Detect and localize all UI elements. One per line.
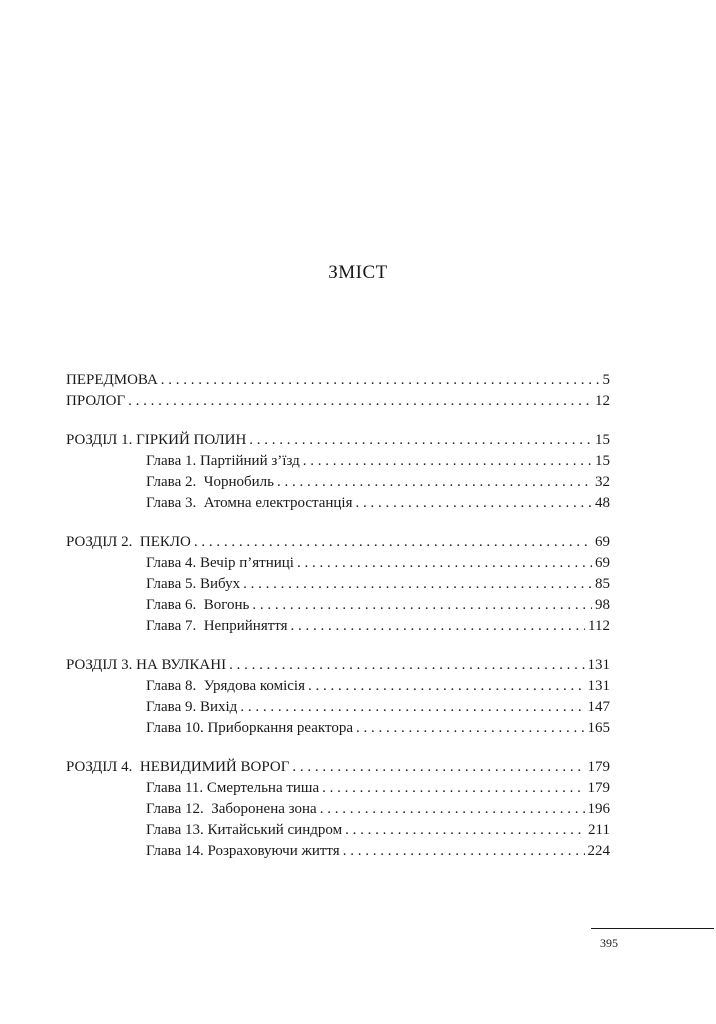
toc-entry-page: 32 (595, 474, 610, 490)
toc-entry-title: РОЗДІЛ 2. ПЕКЛО (66, 534, 191, 550)
toc-chapter-9 (66, 697, 610, 718)
toc-section-4 (66, 757, 610, 778)
leader-dots (345, 820, 585, 841)
toc-chapter-7 (66, 616, 610, 637)
toc-chapter-1 (66, 451, 610, 472)
toc-entry-title: Глава 2. Чорнобиль (146, 474, 274, 490)
toc-chapter-3 (66, 493, 610, 514)
leader-dots (161, 370, 600, 391)
leader-dots (291, 616, 586, 637)
leader-dots (297, 553, 592, 574)
toc-entry-title: Глава 1. Партійний з’їзд (146, 453, 300, 469)
toc-chapter-4 (66, 553, 610, 574)
toc-entry-page: 15 (595, 453, 610, 469)
toc-chapter-5 (66, 574, 610, 595)
toc-section-3 (66, 655, 610, 676)
leader-dots (320, 799, 585, 820)
toc-entry-page: 69 (595, 555, 610, 571)
toc-entry-page: 112 (588, 618, 610, 634)
toc-entry-page: 12 (595, 393, 610, 409)
toc-section-2 (66, 532, 610, 553)
toc-entry-title: Глава 3. Атомна електростанція (146, 495, 353, 511)
toc-chapter-10 (66, 718, 610, 739)
toc-entry-title: Глава 13. Китайський синдром (146, 822, 343, 838)
toc-entry-title: РОЗДІЛ 4. НЕВИДИМИЙ ВОРОГ (66, 759, 290, 775)
toc-entry-title: Глава 4. Вечір п’ятниці (146, 555, 294, 571)
toc-chapter-13 (66, 820, 610, 841)
toc-entry-page: 85 (595, 576, 610, 592)
toc-entry-title: РОЗДІЛ 1. ГІРКИЙ ПОЛИН (66, 432, 247, 448)
toc-entry-page: 165 (587, 720, 610, 736)
leader-dots (249, 430, 592, 451)
toc-entry-page: 131 (587, 657, 610, 673)
toc-entry-page: 15 (595, 432, 610, 448)
toc-entry-title: Глава 9. Вихід (146, 699, 238, 715)
toc-entry-page: 98 (595, 597, 610, 613)
table-of-contents (66, 370, 610, 862)
toc-entry-page: 131 (587, 678, 610, 694)
toc-entry-title: Глава 14. Розраховуючи життя (146, 843, 340, 859)
toc-entry-title: Глава 11. Смертельна тиша (146, 780, 320, 796)
toc-entry-page: 48 (595, 495, 610, 511)
toc-entry-foreword (66, 370, 610, 391)
leader-dots (303, 451, 592, 472)
footer-rule (591, 928, 714, 929)
toc-entry-title: Глава 10. Приборкання реактора (146, 720, 353, 736)
toc-entry-page: 196 (587, 801, 610, 817)
leader-dots (322, 778, 584, 799)
toc-entry-title: Глава 12. Заборонена зона (146, 801, 317, 817)
leader-dots (277, 472, 592, 493)
leader-dots (356, 718, 585, 739)
leader-dots (240, 697, 584, 718)
toc-chapter-8 (66, 676, 610, 697)
leader-dots (194, 532, 592, 553)
leader-dots (243, 574, 592, 595)
toc-chapter-2 (66, 472, 610, 493)
toc-chapter-11 (66, 778, 610, 799)
toc-entry-page: 179 (587, 780, 610, 796)
page-title: ЗМІСТ (328, 262, 388, 283)
leader-dots (128, 391, 592, 412)
toc-entry-page: 147 (587, 699, 610, 715)
toc-chapter-12 (66, 799, 610, 820)
leader-dots (308, 676, 585, 697)
toc-entry-title: Глава 8. Урядова комісія (146, 678, 305, 694)
leader-dots (292, 757, 584, 778)
toc-entry-page: 69 (595, 534, 610, 550)
toc-chapter-6 (66, 595, 610, 616)
toc-entry-title: ПЕРЕДМОВА (66, 372, 158, 388)
toc-entry-title: Глава 5. Вибух (146, 576, 241, 592)
leader-dots (229, 655, 584, 676)
leader-dots (343, 841, 585, 862)
toc-entry-prologue (66, 391, 610, 412)
toc-entry-page: 224 (587, 843, 610, 859)
page-number: 395 (600, 936, 618, 950)
leader-dots (356, 493, 593, 514)
toc-section-1 (66, 430, 610, 451)
toc-entry-title: ПРОЛОГ (66, 393, 126, 409)
leader-dots (252, 595, 592, 616)
toc-entry-title: Глава 7. Неприйняття (146, 618, 288, 634)
toc-entry-page: 5 (602, 372, 610, 388)
toc-chapter-14 (66, 841, 610, 862)
toc-entry-page: 211 (588, 822, 610, 838)
toc-entry-title: Глава 6. Вогонь (146, 597, 250, 613)
toc-entry-page: 179 (587, 759, 610, 775)
toc-entry-title: РОЗДІЛ 3. НА ВУЛКАНІ (66, 657, 227, 673)
